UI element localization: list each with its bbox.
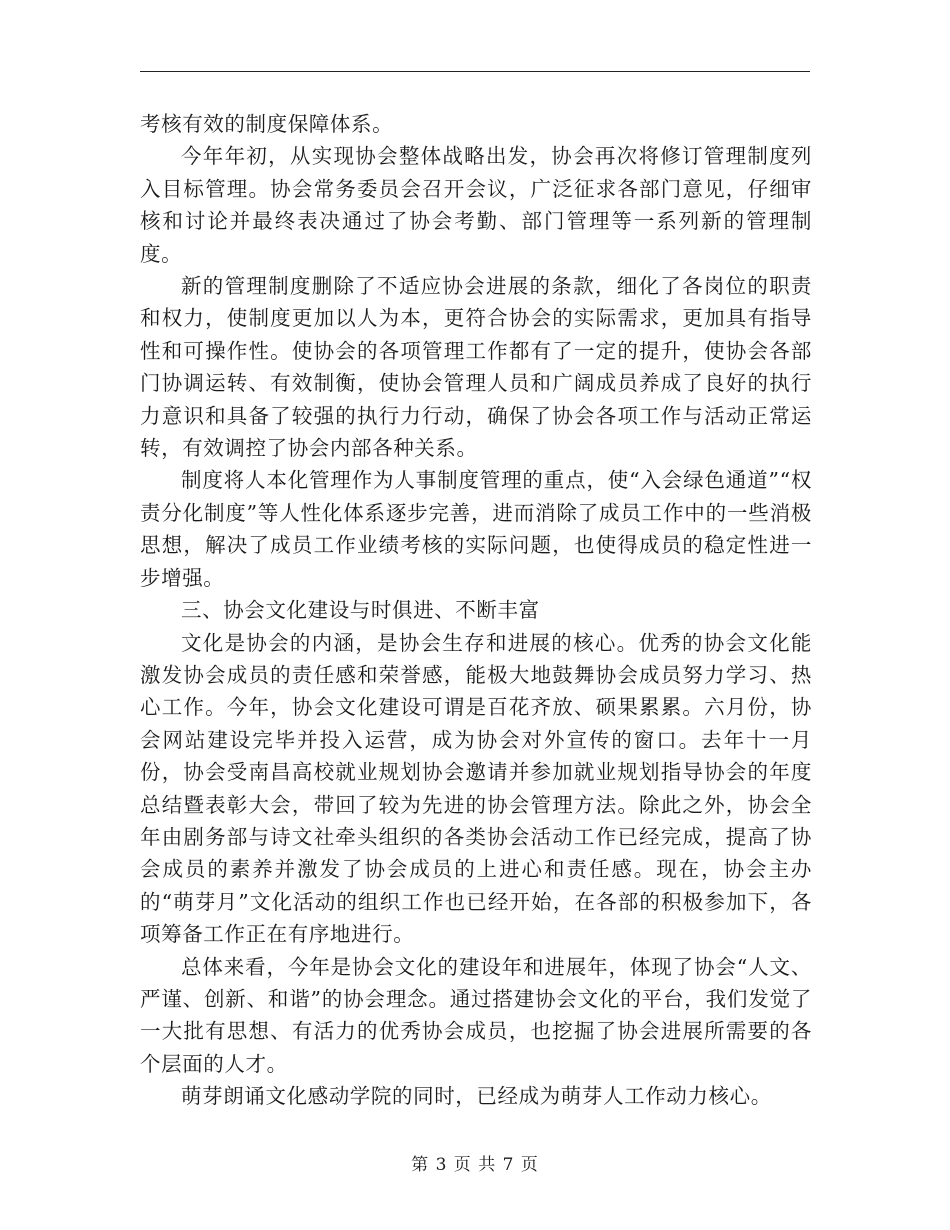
- paragraph: 新的管理制度删除了不适应协会进展的条款，细化了各岗位的职责和权力，使制度更加以人为本，更符合协会的实际需求，更加具有指导性和可操作性。使协会的各项管理工作都有了一定的提升，使协会各部门协调运转、有效制衡，使协会管理人员和广阔成员养成了良好的执行力意识和具备了较强的执行力行动，确保了协会各项工作与活动正常运转，有效调控了协会内部各种关系。: [140, 274, 812, 461]
- footer-page-number: 3: [435, 1155, 448, 1175]
- paragraph: 今年年初，从实现协会整体战略出发，协会再次将修订管理制度列入目标管理。协会常务委员会召开会议，广泛征求各部门意见，仔细审核和讨论并最终表决通过了协会考勤、部门管理等一系列新的管理制度。: [140, 144, 812, 266]
- paragraph: 总体来看，今年是协会文化的建设年和进展年，体现了协会“人文、严谨、创新、和谐”的协会理念。通过搭建协会文化的平台，我们发觉了一大批有思想、有活力的优秀协会成员，也挖掘了协会进展所需要的各个层面的人才。: [140, 954, 812, 1076]
- section-heading: 三、协会文化建设与时俱进、不断丰富: [181, 598, 540, 623]
- paragraph-continuation: 考核有效的制度保障体系。: [140, 112, 394, 136]
- header-rule: [140, 71, 810, 72]
- footer-total-pages: 7: [502, 1155, 515, 1175]
- document-body: [140, 108, 812, 1113]
- footer-suffix: 页: [520, 1155, 539, 1175]
- paragraph: 文化是协会的内涵，是协会生存和进展的核心。优秀的协会文化能激发协会成员的责任感和荣誉感，能极大地鼓舞协会成员努力学习、热心工作。今年，协会文化建设可谓是百花齐放、硕果累累。六月份，协会网站建设完毕并投入运营，成为协会对外宣传的窗口。去年十一月份，协会受南昌高校就业规划协会邀请并参加就业规划指导协会的年度总结暨表彰大会，带回了较为先进的协会管理方法。除此之外，协会全年由剧务部与诗文社牵头组织的各类协会活动工作已经完成，提高了协会成员的素养并激发了协会成员的上进心和责任感。现在，协会主办的“萌芽月”文化活动的组织工作也已经开始，在各部的积极参加下，各项筹备工作正在有序地进行。: [140, 630, 812, 947]
- footer-middle: 页 共: [453, 1155, 497, 1175]
- page-footer: [0, 1150, 950, 1175]
- footer-prefix: 第: [411, 1155, 430, 1175]
- paragraph: 制度将人本化管理作为人事制度管理的重点，使“入会绿色通道”“权责分化制度”等人性化体系逐步完善，进而消除了成员工作中的一些消极思想，解决了成员工作业绩考核的实际问题，也使得成员的稳定性进一步增强。: [140, 468, 812, 590]
- paragraph: 萌芽朗诵文化感动学院的同时，已经成为萌芽人工作动力核心。: [181, 1084, 772, 1109]
